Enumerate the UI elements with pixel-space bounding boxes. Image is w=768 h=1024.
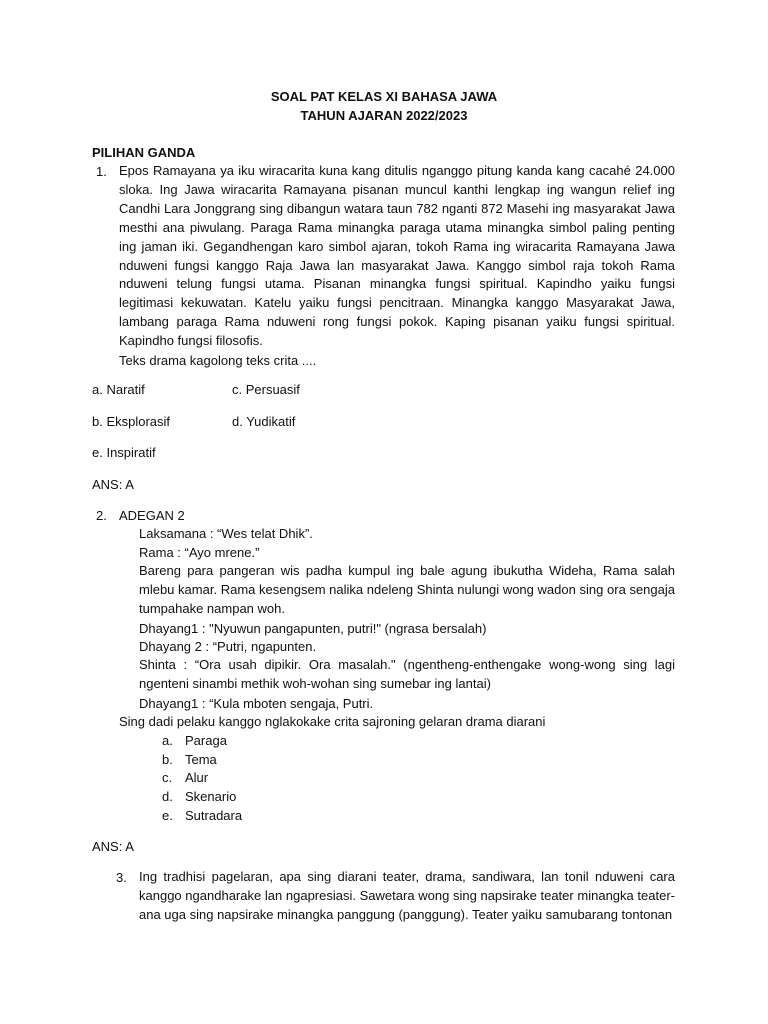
option-letter: c. — [162, 770, 173, 785]
option-text: Skenario — [185, 789, 237, 804]
option-letter: b. — [162, 752, 173, 767]
dialogue-line: Dhayang1 : "Nyuwun pangapunten, putri!" (ngrasa bersalah) — [139, 621, 487, 636]
option-text: Tema — [185, 752, 217, 767]
dialogue-line: Rama : “Ayo mrene.” — [139, 545, 260, 560]
question-1-option-e: e. Inspiratif — [92, 445, 156, 460]
option-text: Alur — [185, 770, 209, 785]
dialogue-line: Laksamana : “Wes telat Dhik”. — [139, 526, 313, 541]
dialogue-paragraph: Shinta : “Ora usah dipikir. Ora masalah." (ngentheng-enthengake wong-wong sing lagi ngenteni sinambi methik woh-wohan sing sumebar ing lantai) — [139, 657, 675, 691]
question-1-option-d: d. Yudikatif — [232, 414, 296, 429]
document-title: SOAL PAT KELAS XI BAHASA JAWA — [270, 89, 498, 104]
document-subtitle: TAHUN AJARAN 2022/2023 — [300, 108, 468, 123]
question-1-option-b: b. Eksplorasif — [92, 414, 171, 429]
question-1-answer: ANS: A — [92, 477, 134, 492]
option-text: Paraga — [185, 733, 227, 748]
option-letter: e. — [162, 808, 173, 823]
section-heading: PILIHAN GANDA — [92, 145, 196, 160]
option-text: Sutradara — [185, 808, 243, 823]
question-2-heading: ADEGAN 2 — [119, 508, 185, 523]
dialogue-line: Dhayang 2 : “Putri, ngapunten. — [139, 639, 317, 654]
question-2-prompt: Sing dadi pelaku kanggo nglakokake crita sajroning gelaran drama diarani — [119, 714, 546, 729]
question-1-number: 1. — [96, 164, 107, 179]
option-letter: d. — [162, 789, 173, 804]
narration-paragraph: Bareng para pangeran wis padha kumpul ing bale agung ibukutha Wideha, Rama salah mlebu kamar. Rama kesengsem nalika ndeleng Shinta nulungi wong wadon sing ora sengaja tumpahake nampan woh. — [139, 563, 675, 616]
question-1-option-a: a. Naratif — [92, 382, 145, 397]
question-3-text: Ing tradhisi pagelaran, apa sing diarani teater, drama, sandiwara, lan tonil nduweni cara kanggo ngandharake lan ngapresiasi. Sawetara wong sing napsirake teater minangka teater-ana uga sing napsirake minangka panggung (panggung). Teater yaiku samubarang tontonan — [139, 869, 675, 922]
question-1-option-c: c. Persuasif — [232, 382, 300, 397]
question-2-number: 2. — [96, 508, 107, 523]
option-letter: a. — [162, 733, 173, 748]
dialogue-line: Dhayang1 : “Kula mboten sengaja, Putri. — [139, 696, 374, 711]
question-1-prompt: Teks drama kagolong teks crita .... — [119, 353, 317, 368]
question-3-number: 3. — [116, 870, 127, 885]
question-1-text: Epos Ramayana ya iku wiracarita kuna kang ditulis nganggo pitung kanda kang cacahé 24.000 sloka. Ing Jawa wiracarita Ramayana pisanan muncul kanthi lengkap ing wangun relief ing Candhi Lara Jonggrang sing dibangun watara taun 782 nganti 872 Masehi ing masyarakat Jawa mesthi ana piwulang. Paraga Rama minangka paraga utama minangka simbol paling penting ing jaman iki. Gegandhengan karo simbol ajaran, tokoh Rama ing wiracarita Ramayana Jawa nduweni fungsi kanggo Raja Jawa lan masyarakat Jawa. Kanggo simbol raja tokoh Rama nduweni telung fungsi utama. Pisanan minangka fungsi spiritual. Kapindho yaiku fungsi legitimasi kekuwatan. Katelu yaiku fungsi pencitraan. Minangka kanggo Masyarakat Jawa, lambang paraga Rama nduweni rong fungsi pokok. Kaping pisanan yaiku fungsi spiritual. Kapindho fungsi filosofis. — [119, 163, 675, 349]
question-2-answer: ANS: A — [92, 839, 134, 854]
